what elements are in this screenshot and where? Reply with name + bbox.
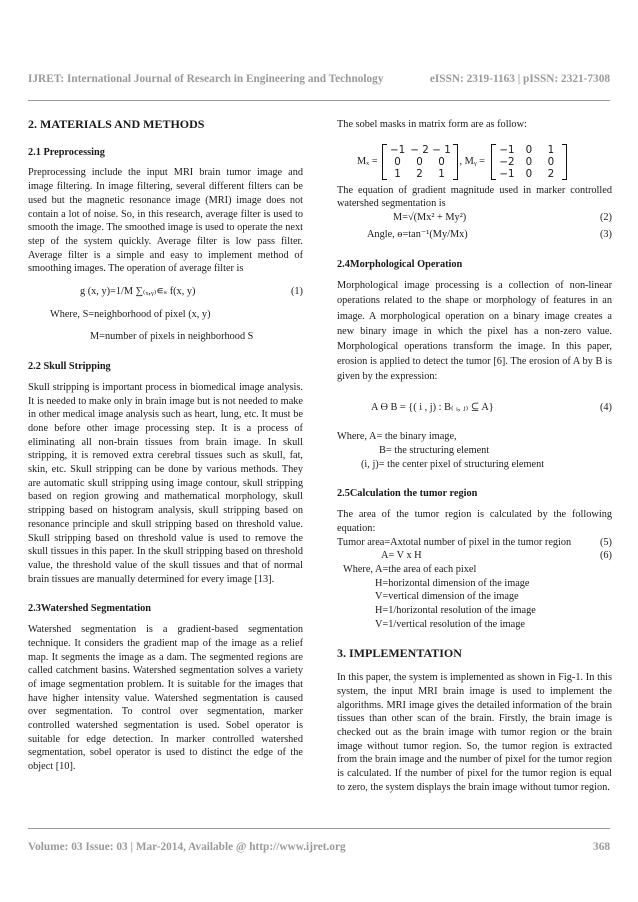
- subsection-title: 2.5Calculation the tumor region: [337, 488, 478, 500]
- equation-text: M=√(Mx² + My²): [393, 212, 467, 224]
- subsection-title: 2.2 Skull Stripping: [28, 361, 111, 373]
- equation-6: [337, 549, 612, 563]
- paragraph: Morphological image processing is a collection of non-linear operations related to the shape or morphology of features in an image. A morphological operation on a binary image creates a new binary image in which the pixel has a non-zero value. Morphological operations transform the image. In this paper, erosion is applied to detect the tumor [6]. The erosion of A by B is given by the expression:: [337, 280, 612, 383]
- paragraph: Skull stripping is important process in biomedical image analysis. It is needed to make only in brain image but is not needed to make in other medical image analysis such as heart, lung, etc. It must be done before other image processing step. It is a process of eliminating all non-brain tissues from brain image. In skull stripping, it is removed extra cerebral tissues such as skull, fat, skin, etc. Skull stripping can be done by various methods. They are automatic skull stripping using image contour, skull stripping based on region growing and mathematical morphology, skull stripping based on histogram analysis, skull stripping based on resonance principle and skull stripping based on threshold value. Skull stripping based on threshold value is used to remove the skull tissues in this paper. In the skull stripping based on threshold value, the threshold value of the skull tissues and that of normal brain tissues are manually determined for every image [13].: [28, 381, 303, 585]
- definition-line: V=1/vertical resolution of the image: [375, 618, 525, 630]
- my-matrix: [491, 144, 567, 180]
- equation-number: (2): [599, 212, 612, 224]
- mx-cell: 0: [438, 155, 445, 168]
- my-cell: −1: [499, 143, 515, 156]
- my-cell: 0: [525, 143, 533, 156]
- mx-cell: 2: [416, 167, 423, 180]
- footer-rule: [28, 828, 610, 829]
- equation-number: (3): [599, 228, 612, 240]
- page-number: 368: [593, 841, 610, 853]
- running-header: [28, 73, 610, 89]
- paragraph: Watershed segmentation is a gradient-based segmentation technique. It considers the gradient map of the image as a relief map. It segments the image as a dam. The segmented regions are called catchment basins. Watershed segmentation solves a variety of image segmentation problem. It is suitable for the images that have higher intensity value. Watershed segmentation is caused over segmentation. To control over segmentation, marker controlled watershed segmentation is used. Sobel operator is suitable for edge detection. In marker controlled watershed segmentation, sobel operator is used to distinct the edge of the object [10].: [28, 624, 303, 773]
- mx-matrix: [382, 144, 458, 180]
- journal-name: IJRET: International Journal of Research in Engineering and Technology: [28, 73, 384, 85]
- paragraph: In this paper, the system is implemented as shown in Fig-1. In this system, the input MRI brain image is used to implement the algorithms. MRI image gives the detailed information of the brain tissues than other scan of the brain. Firstly, the brain image is checked out as the brain image with tumor region or the brain image without tumor region. So, the tumor region is extracted from the brain image and the number of pixel for the tumor region is calculated. If the number of pixel for the tumor region is equal to zero, the system displays the brain image without tumor region.: [337, 672, 612, 793]
- equation-number: (6): [599, 550, 612, 562]
- my-cell: 2: [547, 167, 555, 180]
- my-cell: −1: [499, 167, 515, 180]
- equation-5: [337, 536, 612, 550]
- definition-line: H=horizontal dimension of the image: [375, 577, 530, 589]
- my-cell: 0: [525, 155, 533, 168]
- subsection-title: 2.4Morphological Operation: [337, 258, 463, 270]
- definition-line: (i, j)= the center pixel of structuring element: [361, 458, 545, 470]
- my-cell: 0: [547, 155, 555, 168]
- subsection-title: 2.1 Preprocessing: [28, 146, 105, 158]
- definition-line: B= the structuring element: [379, 445, 490, 457]
- mx-cell: − 1: [432, 143, 451, 156]
- paragraph: The area of the tumor region is calculated by the following equation:: [337, 509, 612, 534]
- definition-line: Where, A=the area of each pixel: [343, 563, 477, 575]
- equation-number: (4): [599, 401, 612, 413]
- equation-3: [337, 228, 612, 242]
- issn-numbers: eISSN: 2319-1163 | pISSN: 2321-7308: [429, 73, 610, 85]
- paragraph: Preprocessing include the input MRI brain tumor image and image filtering. In image filtering, several different filters can be used but the magnetic resonance image (MRI) image does not contain a lot of noise. So, in this research, average filter is used to smooth the image. The smoothed image is used to operate the next step of the system quickly. Average filter is low pass filter. Average filter is a simple and easy to implement method of smoothing images. The operation of average filter is: [28, 167, 303, 275]
- equation-text: A Ө B = {( i , j) : B₍ ᵢ, ⱼ₎ ⊆ A}: [371, 401, 494, 413]
- my-label: , Mᵧ =: [459, 155, 485, 167]
- equation-number: (1): [290, 286, 303, 298]
- definition-line: Where, S=neighborhood of pixel (x, y): [50, 308, 211, 320]
- running-footer: [28, 841, 610, 857]
- equation-2: [337, 211, 612, 225]
- mx-cell: 0: [394, 155, 401, 168]
- mx-cell: 0: [416, 155, 423, 168]
- my-cell: −2: [499, 155, 515, 168]
- paragraph: The equation of gradient magnitude used in marker controlled watershed segmentation is: [337, 184, 612, 210]
- subsection-title: 2.3Watershed Segmentation: [28, 603, 151, 615]
- equation-text: Angle, ɵ=tan⁻¹(My/Mx): [367, 228, 468, 240]
- equation-1: [28, 285, 303, 299]
- left-column: [28, 118, 303, 774]
- section-title: 3. IMPLEMENTATION: [337, 646, 462, 661]
- equation-text: A= V x H: [381, 550, 422, 562]
- right-column: [337, 118, 612, 795]
- equation-text: g (x, y)=1/M ∑₍ₓ,ᵧ₎∊ₛ f(x, y): [80, 286, 196, 298]
- paragraph: The sobel masks in matrix form are as follow:: [337, 119, 527, 130]
- header-rule: [28, 100, 610, 101]
- mx-cell: − 2: [410, 143, 429, 156]
- my-cell: 1: [547, 143, 555, 156]
- equation-4: [337, 401, 612, 415]
- mx-cell: 1: [394, 167, 401, 180]
- section-title: 2. MATERIALS AND METHODS: [28, 117, 205, 131]
- mx-cell: −1: [389, 143, 406, 156]
- definition-line: V=vertical dimension of the image: [375, 591, 519, 603]
- definition-line: H=1/horizontal resolution of the image: [375, 605, 536, 617]
- sobel-masks: [337, 144, 612, 180]
- my-cell: 0: [525, 167, 533, 180]
- definition-line: Where, A= the binary image,: [337, 431, 457, 443]
- mx-label: Mₓ =: [357, 155, 378, 167]
- equation-number: (5): [599, 536, 612, 548]
- equation-text: Tumor area=Axtotal number of pixel in the tumor region: [337, 536, 572, 548]
- volume-info: Volume: 03 Issue: 03 | Mar-2014, Available @ http://www.ijret.org: [28, 841, 346, 853]
- definition-line: M=number of pixels in neighborhood S: [90, 331, 254, 343]
- mx-cell: 1: [438, 167, 445, 180]
